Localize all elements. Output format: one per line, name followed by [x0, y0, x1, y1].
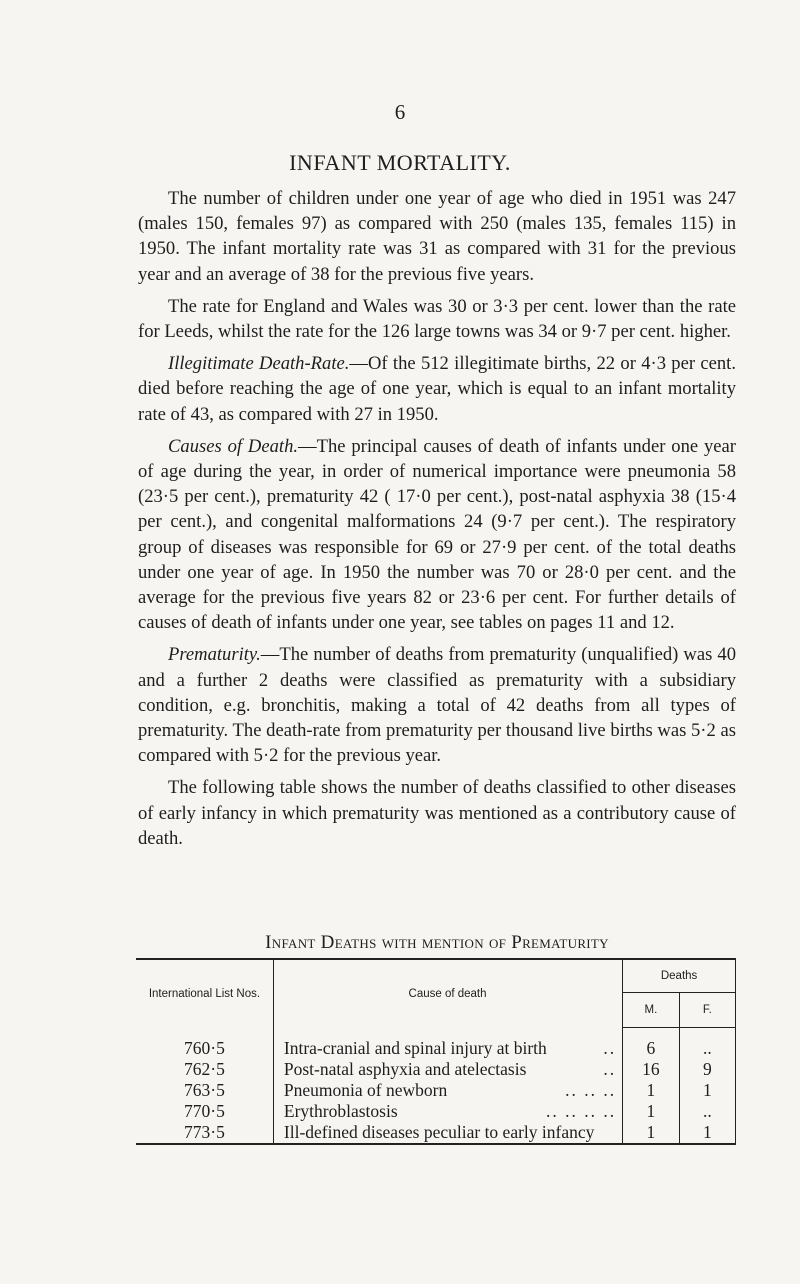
row-cause — [273, 1059, 622, 1080]
paragraph-1-text: The number of children under one year of age who died in 1951 was 247 (males 150, females 97) as compared with 250 (males 135, females 115) in 1950. The infant mortality rate was 31 as compared with 31 for the previous year and an average of 38 for the previous five years. — [138, 188, 736, 285]
header-cause-of-death: Cause of death — [408, 987, 487, 1000]
table-row — [136, 1028, 736, 1060]
paragraph-5-text: —The number of deaths from prematurity (unqualified) was 40 and a further 2 deaths were classified as prematurity with a subsidiary condition, e.g. bronchitis, making a total of 42 deaths from all types of prematurity. The death-rate from prematurity per thousand live births was 5·2 as compared with 5·2 for the previous year. — [138, 644, 736, 767]
paragraph-5 — [138, 642, 736, 768]
row-code: 762·5 — [136, 1059, 273, 1080]
deaths-table — [136, 958, 736, 1145]
paragraph-5-heading: Prematurity. — [168, 644, 261, 666]
row-females: 1 — [679, 1080, 735, 1101]
paragraph-6 — [138, 775, 736, 851]
row-leader-dots: .. .. .. — [565, 1080, 617, 1100]
header-females: F. — [679, 993, 735, 1028]
header-deaths: Deaths — [623, 959, 736, 993]
table-row — [136, 1059, 736, 1080]
row-males: 1 — [623, 1101, 680, 1122]
row-males: 16 — [623, 1059, 680, 1080]
row-cause-text: Pneumonia of newborn — [283, 1080, 448, 1100]
row-females: 1 — [679, 1122, 735, 1144]
page-number: 6 — [394, 100, 406, 124]
row-cause-text: Ill-defined diseases peculiar to early infancy — [283, 1122, 595, 1142]
paragraph-2-text: The rate for England and Wales was 30 or 3·3 per cent. lower than the rate for Leeds, whilst the rate for the 126 large towns was 34 or 9·7 per cent. higher. — [138, 295, 736, 343]
row-females: .. — [679, 1028, 735, 1060]
row-males: 1 — [623, 1080, 680, 1101]
row-cause-text: Intra-cranial and spinal injury at birth — [283, 1037, 547, 1058]
row-cause-text: Post-natal asphyxia and atelectasis — [283, 1059, 527, 1079]
table-header-row — [136, 959, 736, 993]
paragraph-4-text: —The principal causes of death of infants under one year of age during the year, in order of numerical importance were pneumonia 58 (23·5 per cent.), prematurity 42 ( 17·0 per cent.), post-natal asphyxia 38 (15·4 per cent.), and congenital malformations 24 (9·7 per cent.). The respiratory group of diseases was responsible for 69 or 27·9 per cent. of the total deaths under one year of age. In 1950 the number was 70 or 28·0 per cent. and the average for the previous five years 82 or 23·6 per cent. For further details of causes of death of infants under one year, see tables on pages 11 and 12. — [138, 435, 736, 634]
prematurity-table — [136, 958, 736, 1145]
row-females: .. — [679, 1101, 735, 1122]
body-text — [138, 186, 736, 858]
row-cause — [273, 1080, 622, 1101]
row-leader-dots: .. — [603, 1037, 617, 1058]
row-cause — [273, 1028, 622, 1060]
row-code: 760·5 — [136, 1028, 273, 1060]
paragraph-3 — [138, 351, 736, 427]
paragraph-2 — [138, 294, 736, 344]
row-males: 6 — [623, 1028, 680, 1060]
row-males: 1 — [623, 1122, 680, 1144]
row-cause — [273, 1101, 622, 1122]
row-code: 763·5 — [136, 1080, 273, 1101]
table-row — [136, 1101, 736, 1122]
row-females: 9 — [679, 1059, 735, 1080]
table-row — [136, 1080, 736, 1101]
row-leader-dots: .. .. .. .. — [546, 1101, 617, 1121]
row-cause-text: Erythroblastosis — [283, 1101, 398, 1121]
header-males: M. — [623, 993, 680, 1028]
row-cause — [273, 1122, 622, 1144]
row-code: 773·5 — [136, 1122, 273, 1144]
header-international-list-nos: International List Nos. — [136, 959, 273, 1028]
paragraph-4 — [138, 434, 736, 636]
table-row — [136, 1122, 736, 1144]
row-code: 770·5 — [136, 1101, 273, 1122]
paragraph-3-heading: Illegitimate Death-Rate. — [168, 353, 350, 375]
paragraph-6-text: The following table shows the number of deaths classified to other diseases of early infancy in which prematurity was mentioned as a contributory cause of death. — [138, 777, 736, 849]
paragraph-1 — [138, 186, 736, 287]
row-leader-dots: .. — [603, 1059, 617, 1079]
page-title: INFANT MORTALITY. — [289, 150, 511, 175]
table-title: Infant Deaths with mention of Prematurity — [265, 932, 609, 953]
paragraph-4-heading: Causes of Death. — [168, 435, 299, 457]
paragraph-3-text: —Of the 512 illegitimate births, 22 or 4·3 per cent. died before reaching the age of one year, which is equal to an infant mortality rate of 43, as compared with 27 in 1950. — [138, 353, 736, 425]
